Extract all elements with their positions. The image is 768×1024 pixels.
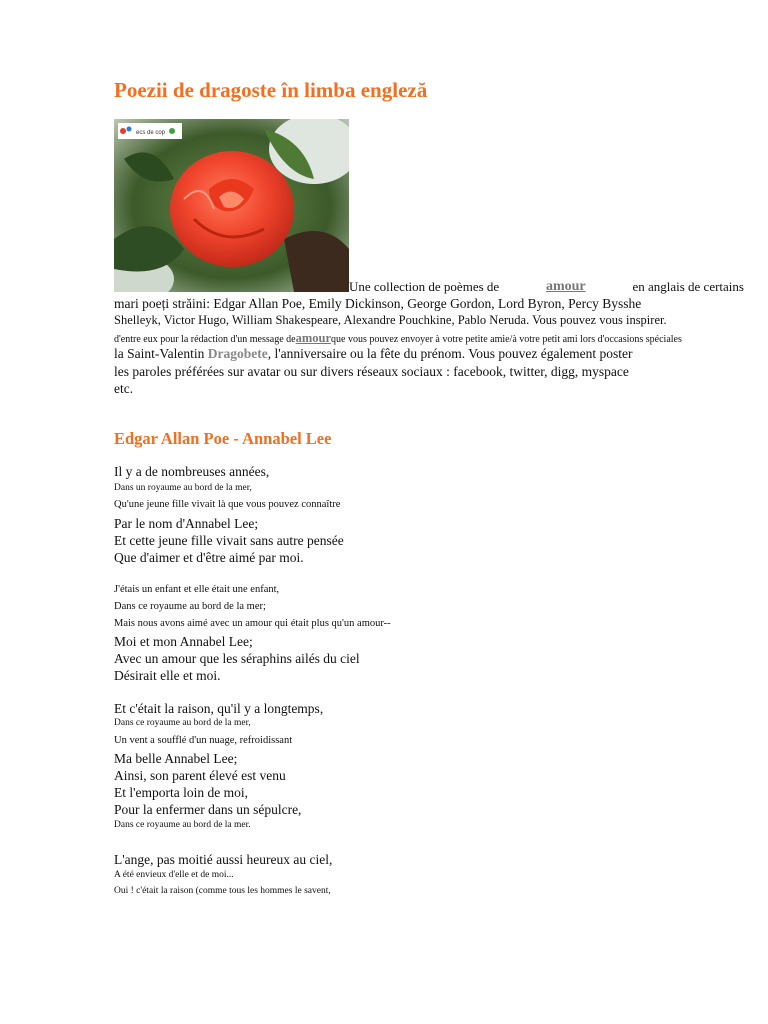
poem-line: Il y a de nombreuses années,: [114, 464, 270, 479]
poem-line: Et cette jeune fille vivait sans autre pensée: [114, 533, 344, 548]
intro-text: Une collection de poèmes de: [349, 279, 500, 294]
poem-line: Dans ce royaume au bord de la mer,: [114, 718, 251, 728]
poem-line: L'ange, pas moitié aussi heureux au ciel,: [114, 852, 333, 867]
intro-text: que vous pouvez envoyer à votre petite amie/à votre petit ami lors d'occasions spéciales: [331, 334, 682, 345]
poem-line: Dans ce royaume au bord de la mer.: [114, 820, 251, 830]
poem-line: Dans ce royaume au bord de la mer;: [114, 601, 266, 612]
poem-line: Qu'une jeune fille vivait là que vous pouvez connaître: [114, 499, 341, 510]
poem-line: Moi et mon Annabel Lee;: [114, 634, 253, 649]
poem-line: Oui ! c'était la raison (comme tous les hommes le savent,: [114, 886, 331, 896]
intro-line: etc.: [114, 381, 134, 396]
poem-line: J'étais un enfant et elle était une enfant,: [114, 584, 280, 595]
poem-line: Mais nous avons aimé avec un amour qui était plus qu'un amour--: [114, 618, 391, 629]
intro-text: en anglais de certains: [632, 279, 744, 294]
poem-line: Et l'emporta loin de moi,: [114, 785, 249, 800]
page-title: Poezii de dragoste în limba engleză: [114, 78, 428, 102]
poem-line: Avec un amour que les séraphins ailés du ciel: [114, 651, 360, 666]
intro-line: Shelleyk, Victor Hugo, William Shakespeare, Alexandre Pouchkine, Pablo Neruda. Vous pouvez vous inspirer.: [114, 313, 667, 327]
poem-line: Dans un royaume au bord de la mer,: [114, 483, 252, 493]
poem-line: Un vent a soufflé d'un nuage, refroidissant: [114, 735, 293, 746]
intro-text: la Saint-Valentin: [114, 346, 205, 361]
poem-line: Pour la enfermer dans un sépulcre,: [114, 802, 302, 817]
intro-line: les paroles préférées sur avatar ou sur divers réseaux sociaux : facebook, twitter, digg, myspace: [114, 364, 629, 379]
amour-link[interactable]: amour: [295, 331, 332, 345]
poem-line: Que d'aimer et d'être aimé par moi.: [114, 550, 304, 565]
intro-text: , l'anniversaire ou la fête du prénom. Vous pouvez également poster: [267, 346, 633, 361]
amour-link[interactable]: amour: [545, 279, 586, 294]
dragobete-link[interactable]: Dragobete: [207, 346, 268, 361]
section-title: Edgar Allan Poe - Annabel Lee: [114, 429, 332, 448]
poem-line: Ma belle Annabel Lee;: [114, 751, 238, 766]
poem-line: Par le nom d'Annabel Lee;: [114, 516, 259, 531]
poem-line: Ainsi, son parent élevé est venu: [114, 768, 286, 783]
intro-text: d'entre eux pour la rédaction d'un message de: [114, 334, 296, 345]
poem-line: Et c'était la raison, qu'il y a longtemps,: [114, 701, 324, 716]
poem-line: A été envieux d'elle et de moi...: [114, 870, 234, 880]
svg-text:ecs de cop: ecs de cop: [136, 130, 166, 136]
intro-line: mari poeți străini: Edgar Allan Poe, Emily Dickinson, George Gordon, Lord Byron, Percy Bysshe: [114, 296, 642, 311]
rose-photo: [114, 119, 349, 292]
poem-line: Désirait elle et moi.: [114, 668, 221, 683]
